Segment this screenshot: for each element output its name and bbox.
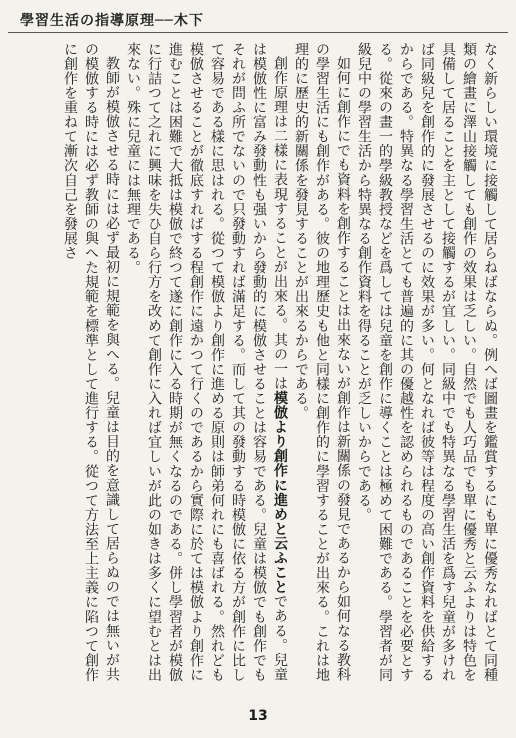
emphasized-phrase: 模倣より創作に進めと云ふこと <box>272 390 288 595</box>
paragraph-4: 教師が模倣させる時には必ず最初に規範を與へる。兒童は目的を意識して居らぬのでは無いが共の模倣する時には必ず教師の與へた規範を標準として進行する。從つて方法至上主義に陷つて創作に創作を重ねて漸次自己を發展さ <box>62 42 120 683</box>
paragraph-1: なく新らしい環境に接觸して居らねばならぬ。例へば圖畫を鑑賞するにも單に優秀なればとて同種類の繪畫に澤山接觸しても創作の效果は乏しい。自然でも人巧品でも單に優秀と云ふよりは特色を具備して居ることを主として接觸するが宜しい。同級中でも特異なる學習生活を爲す兒童が多ければ同級兒を創作的に發展させるのに效果が多い。何となれば彼等は程度の高い創作資料を供給するからである。特異なる學習生活とても普遍的に其の優越性を認められるものであることを必要とする。從來の畫一的學級教授などを爲しては兒童を創作に導くことは極めて困難である。學習者が同級兒中の學習生活から特異なる創作資料を得ることが乏しいからである。 <box>356 42 498 683</box>
paragraph-3-rest: である。兒童は模倣性に富み發動性も强いから發動的に模倣させることは容易である。兒童は模倣でも創作でもそれが問ふ所でないので只發動すれば滿足する。而して其の發動する時模倣に依る方が創作に比して容易である樣に思はれる。從つて模倣より創作に進める原則は師弟何れにも喜ばれる。然れども模倣させることが徹底すればする程創作に遠かつて行くのであるから實際に於ては模倣より創作に進むことは困難で大抵は模倣で終つて遂に創作に入る時期が無くなるのである。併し學習者が模倣に行詰つて之れに興味を失ひ自ら行方を改めて創作に入れば宜しいが此の如きは多くに望むとは出來ない。殊に兒童には無理である。 <box>125 42 288 683</box>
page-number: 13 <box>248 708 268 724</box>
running-header: 學習生活の指導原理──木下 <box>20 13 204 29</box>
paragraph-3-lead: 創作原理は二樣に表現することが出來る。其の一は <box>272 56 288 391</box>
body-text <box>16 42 500 690</box>
header-rule <box>8 32 508 33</box>
paragraph-2: 如何に創作にでも資料を創作することは出來ないが創作は新關係の發見であるから如何なる教科の學習生活にも創作がある。彼の地理歷史も他と同樣に創作的に學習することが出來る。これは地理的に歷史的新關係を發見することが出來るからである。 <box>293 42 351 683</box>
paragraph-3 <box>122 42 290 690</box>
